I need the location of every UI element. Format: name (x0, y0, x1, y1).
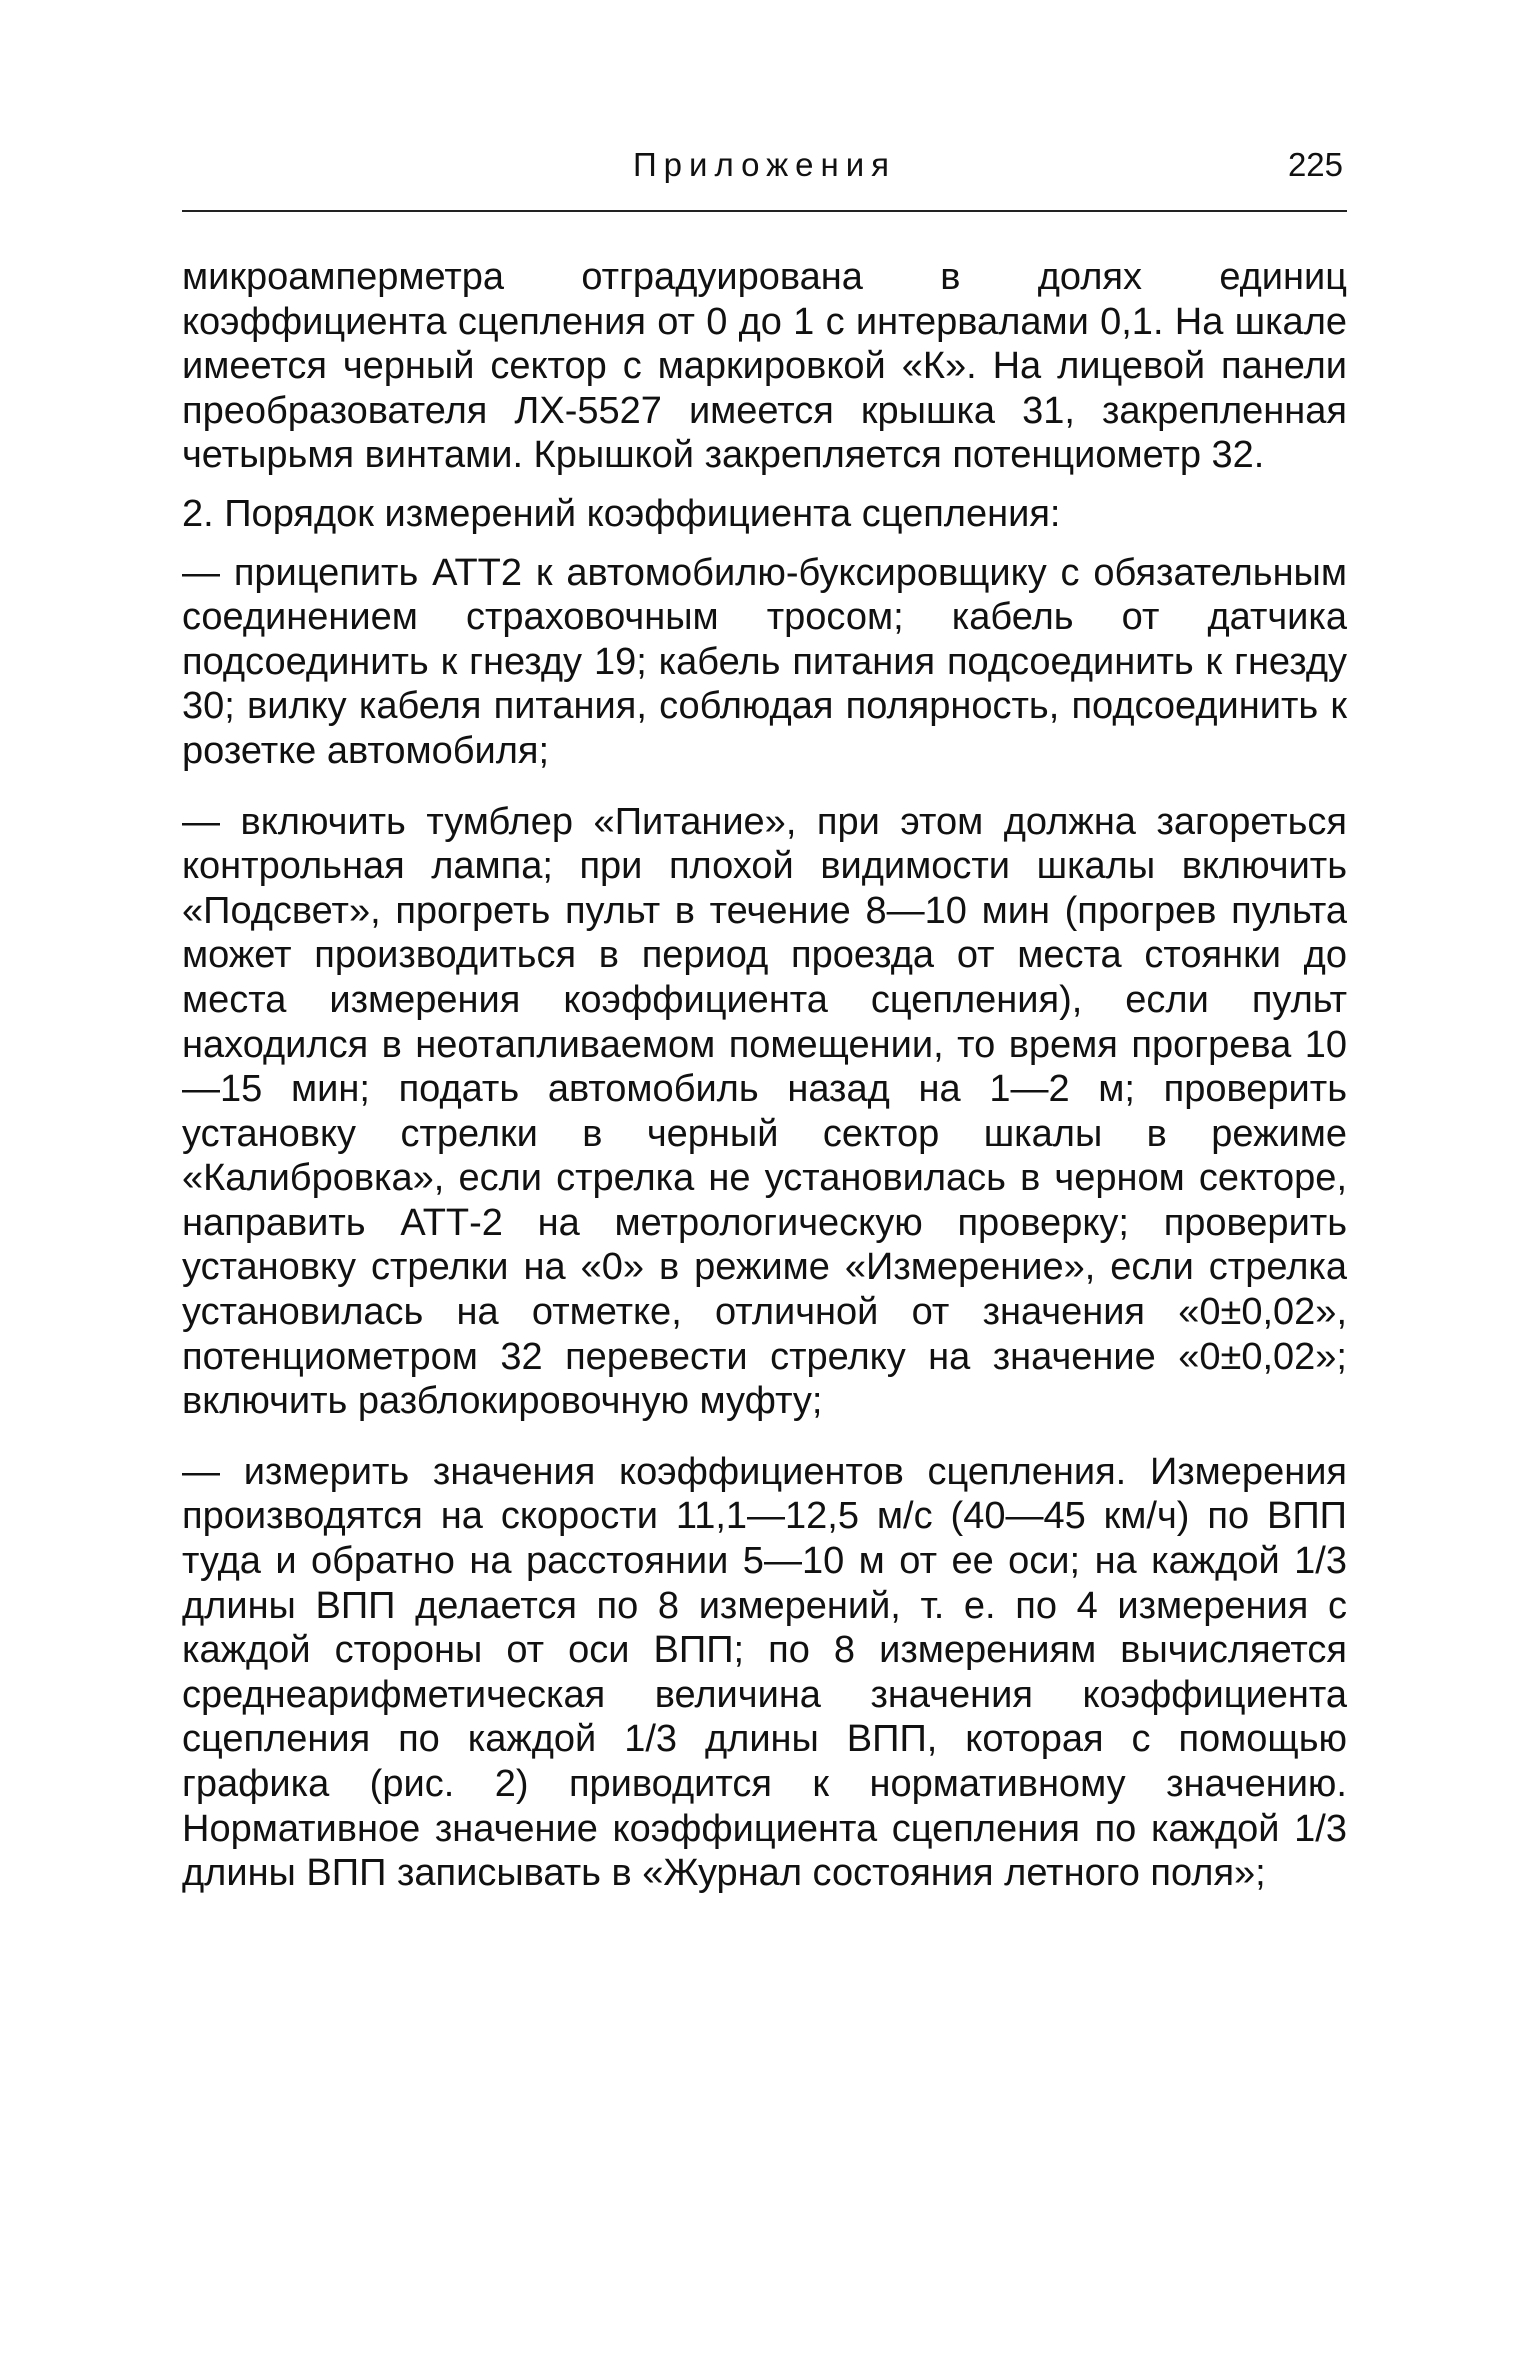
running-head-title: Приложения (632, 146, 897, 183)
paragraph-power-on-step: — включить тумблер «Питание», при этом должна загореться контрольная лампа; при плохой видимости шкалы включить «Подсвет», прогреть пульт в течение 8—10 мин (прогрев пульта может производиться в период проезда от места стоянки до места измерения коэффициента сцепления), если пульт находился в неотапливаемом помещении, то время прогрева 10—15 мин; подать автомобиль назад на 1—2 м; проверить установку стрелки в черный сектор шкалы в режиме «Калибровка», если стрелка не установилась в черном секторе, направить АТТ-2 на метрологическую проверку; проверить установку стрелки на «0» в режиме «Измерение», если стрелка установилась на отметке, отличной от значения «0±0,02», потенциометром 32 перевести стрелку на значение «0±0,02»; включить разблокировочную муфту; (182, 800, 1347, 1423)
paragraph-attach-step: — прицепить АТТ2 к автомобилю-буксировщику с обязательным соединением страховочным тросом; кабель от датчика подсоединить к гнезду 19; кабель питания подсоединить к гнезду 30; вилку кабеля питания, соблюдая полярность, подсоединить к розетке автомобиля; (182, 551, 1347, 772)
text-body (182, 255, 1347, 1896)
paragraph-procedure-heading: 2. Порядок измерений коэффициента сцепления: (182, 492, 1061, 535)
paragraph-scale-description: микроамперметра отградуирована в долях единиц коэффициента сцепления от 0 до 1 с интервалами 0,1. На шкале имеется черный сектор с маркировкой «К». На лицевой панели преобразователя ЛХ-5527 имеется крышка 31, закрепленная четырьмя винтами. Крышкой закрепляется потенциометр 32. (182, 256, 1347, 477)
paragraph-measure-step: — измерить значения коэффициентов сцепления. Измерения производятся на скорости 11,1—12,5 м/с (40—45 км/ч) по ВПП туда и обратно на расстоянии 5—10 м от ее оси; на каждой 1/3 длины ВПП делается по 8 измерений, т. е. по 4 измерения с каждой стороны от оси ВПП; по 8 измерениям вычисляется среднеарифметическая величина значения коэффициента сцепления по каждой 1/3 длины ВПП, которая с помощью графика (рис. 2) приводится к нормативному значению. Нормативное значение коэффициента сцепления по каждой 1/3 длины ВПП записывать в «Журнал состояния летного поля»; (182, 1450, 1347, 1895)
page-number: 225 (1287, 146, 1343, 183)
page-header (182, 130, 1347, 212)
